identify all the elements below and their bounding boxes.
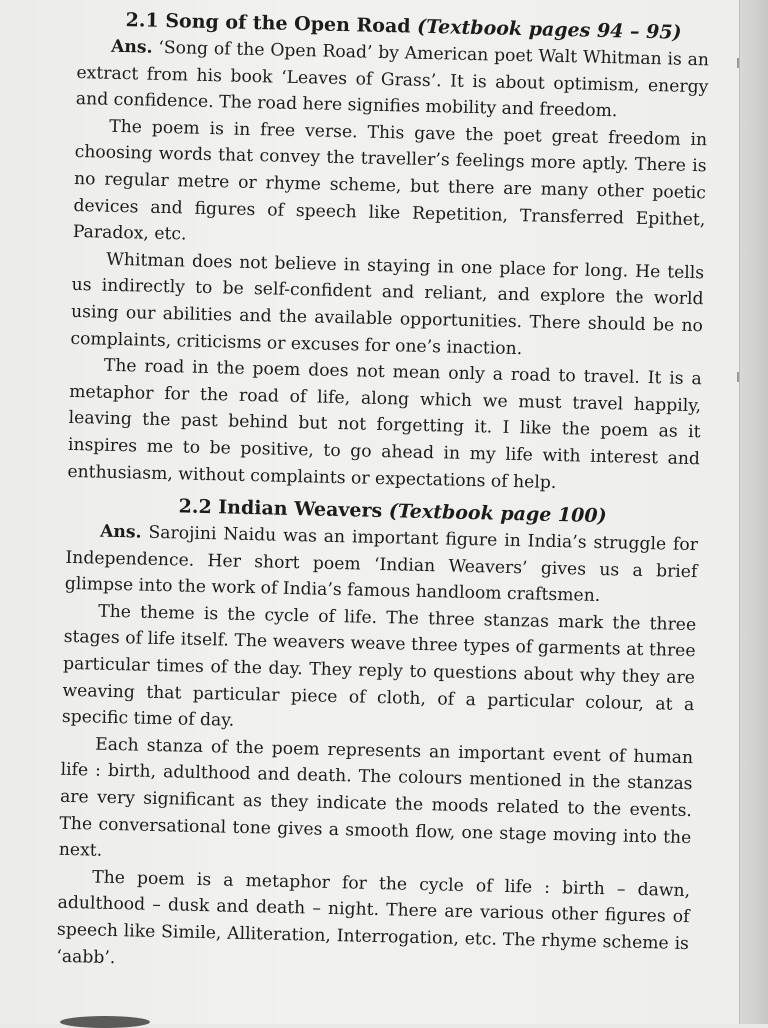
heading-ref: (Textbook page 100): [388, 500, 607, 528]
paragraph-text: ‘Song of the Open Road’ by American poet Walt Whitman is an extract from his book ‘Leaves of Grass’. It is about optimism, energy and confidence. The road here signifies mobility and freedom.: [75, 37, 710, 122]
ans-label: Ans.: [110, 36, 153, 58]
answer-paragraph: [65, 518, 699, 612]
paragraph: The poem is a metaphor for the cycle of life : birth – dawn, adulthood – dusk and death – night. There are various other figures of speech like Simile, Alliteration, Interrogation, etc. The rhyme scheme is ‘aabb’.: [56, 867, 691, 968]
heading-title: 2.2 Indian Weavers: [178, 495, 383, 523]
section-indian-weavers: [56, 491, 699, 984]
paragraph-text: Sarojini Naidu was an important figure in India’s struggle for Independence. Her short poem ‘Indian Weavers’ gives us a brief glimpse into the work of India’s famous handloom craftsmen.: [64, 522, 699, 607]
paragraph: Each stanza of the poem represents an important event of human life : birth, adulthood and death. The colours mentioned in the stanzas are very significant as they indicate the moods related to the events. The conversational tone gives a smooth flow, one stage moving into the next.: [58, 734, 694, 861]
paragraph: Whitman does not believe in staying in one place for long. He tells us indirectly to be self-confident and reliant, and explore the world using our abilities and the available opportunities. There should be no complaints, criticisms or excuses for one’s inaction.: [70, 249, 705, 359]
page-edge: [739, 0, 768, 1024]
paragraph: The poem is in free verse. This gave the poet great freedom in choosing words that convey the traveller’s feelings more aptly. There is no regular metre or rhyme scheme, but there are many other poetic devices and figures of speech like Repetition, Transferred Epithet, Paradox, etc.: [72, 116, 708, 245]
ans-label: Ans.: [99, 521, 142, 543]
answer-paragraph: [76, 33, 710, 127]
edge-mark: [737, 372, 739, 382]
heading-title: 2.1 Song of the Open Road: [125, 9, 411, 38]
section-song-of-the-open-road: [67, 6, 710, 499]
page-corner-shadow: [60, 1016, 150, 1028]
page-content: [56, 6, 710, 984]
paragraph: The road in the poem does not mean only a road to travel. It is a metaphor for the road of life, along which we must travel happily, leaving the past behind but not forgetting it. I like the poem as it inspires me to be positive, to go ahead in my life with interest and enthusiasm, without complaints or expectations of help.: [67, 355, 702, 493]
heading-ref: (Textbook pages 94 – 95): [416, 15, 682, 44]
edge-mark: [737, 58, 739, 68]
paragraph: The theme is the cycle of life. The three stanzas mark the three stages of life itself. The weavers weave three types of garments at three particular times of the day. They reply to questions about why they are weaving that particular piece of cloth, of a particular colour, at a specific time of day.: [61, 601, 697, 731]
